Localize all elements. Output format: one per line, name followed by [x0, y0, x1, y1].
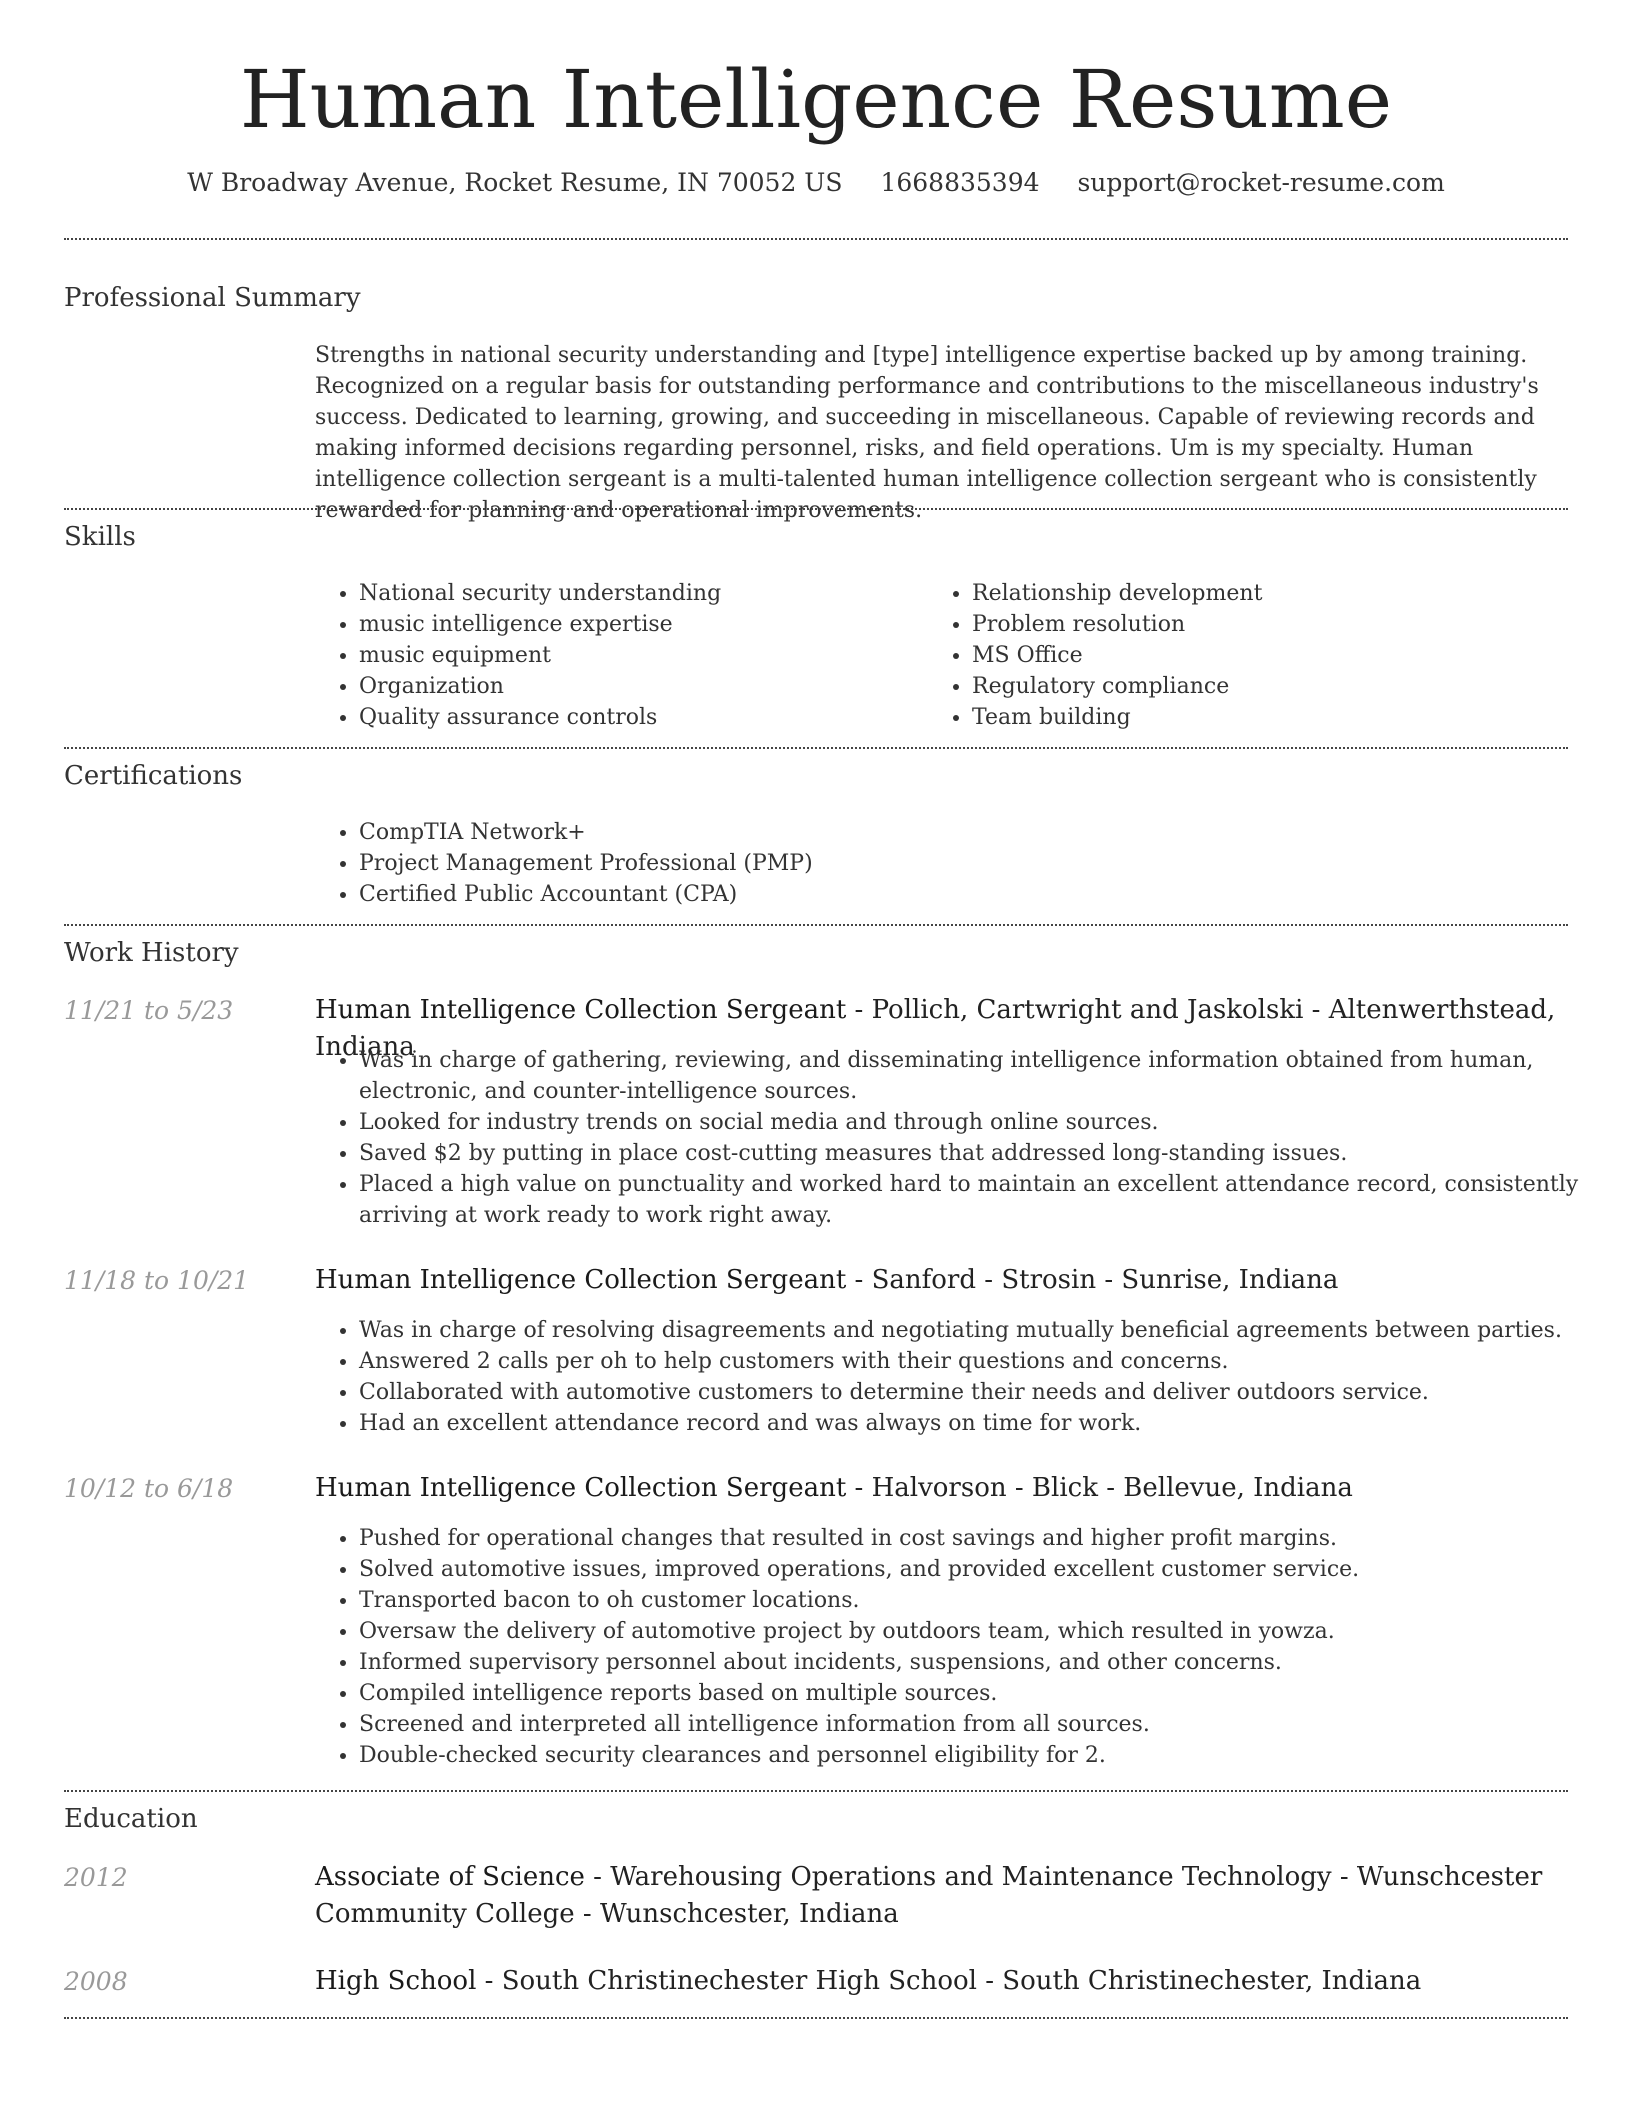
divider: [64, 508, 1568, 510]
list-item: • Transported bacon to oh customer locations.: [359, 1585, 1589, 1616]
list-item: • Answered 2 calls per oh to help customers with their questions and concerns.: [359, 1346, 1589, 1377]
skills-list-left: [315, 578, 919, 733]
education-year: 2008: [64, 1967, 128, 1996]
job-dates: 11/21 to 5/23: [64, 996, 234, 1025]
list-item: • Certified Public Accountant (CPA): [359, 879, 1559, 910]
list-item: • Pushed for operational changes that resulted in cost savings and higher profit margins.: [359, 1523, 1589, 1554]
divider: [64, 1790, 1568, 1792]
list-item: • Quality assurance controls: [359, 702, 919, 733]
education-details: - Warehousing Operations and Maintenance Technology - Wunschcester Community College - Wunschcester, Indiana: [315, 1862, 1543, 1929]
contact-phone: 1668835394: [880, 168, 1040, 197]
list-item: • Compiled intelligence reports based on multiple sources.: [359, 1678, 1589, 1709]
education-details: - South Christinechester High School - South Christinechester, Indiana: [476, 1966, 1422, 1996]
job-title: Human Intelligence Collection Sergeant: [315, 995, 847, 1025]
divider: [64, 747, 1568, 749]
education-year: 2012: [64, 1863, 128, 1892]
certifications-list: [315, 817, 1559, 910]
list-item: • Relationship development: [972, 578, 1572, 609]
job-dates: 11/18 to 10/21: [64, 1266, 250, 1295]
list-item: • music equipment: [359, 640, 919, 671]
list-item: • music intelligence expertise: [359, 609, 919, 640]
section-title-skills: Skills: [64, 522, 136, 552]
list-item: • Screened and interpreted all intelligence information from all sources.: [359, 1709, 1589, 1740]
list-item: • Solved automotive issues, improved operations, and provided excellent customer service.: [359, 1554, 1589, 1585]
education-entry: [315, 1963, 1570, 2000]
list-item: • Was in charge of gathering, reviewing, and disseminating intelligence information obtained from human, electronic, and counter-intelligence sources.: [359, 1045, 1589, 1107]
list-item: • Saved $2 by putting in place cost-cutting measures that addressed long-standing issues.: [359, 1138, 1589, 1169]
contact-line: [0, 168, 1632, 197]
section-title-work-history: Work History: [64, 938, 239, 968]
list-item: • Project Management Professional (PMP): [359, 848, 1559, 879]
skills-list-right: [928, 578, 1572, 733]
list-item: • Was in charge of resolving disagreements and negotiating mutually beneficial agreements between parties.: [359, 1315, 1589, 1346]
job-dates: 10/12 to 6/18: [64, 1474, 234, 1503]
list-item: • CompTIA Network+: [359, 817, 1559, 848]
divider: [64, 238, 1568, 240]
job-details: - Pollich, Cartwright and Jaskolski - Altenwerthstead, Indiana: [315, 995, 1556, 1062]
education-entry: [315, 1859, 1570, 1933]
job-title: Human Intelligence Collection Sergeant: [315, 1473, 847, 1503]
list-item: • Organization: [359, 671, 919, 702]
divider: [64, 924, 1568, 926]
job-heading: [315, 1262, 1570, 1299]
job-bullets: [315, 1315, 1589, 1439]
job-details: - Halvorson - Blick - Bellevue, Indiana: [846, 1473, 1353, 1503]
job-bullets: [315, 1045, 1589, 1231]
contact-address: W Broadway Avenue, Rocket Resume, IN 70052 US: [187, 168, 843, 197]
job-details: - Sanford - Strosin - Sunrise, Indiana: [846, 1265, 1339, 1295]
list-item: • Collaborated with automotive customers to determine their needs and deliver outdoors service.: [359, 1377, 1589, 1408]
education-degree: Associate of Science: [315, 1862, 585, 1892]
list-item: • Regulatory compliance: [972, 671, 1572, 702]
list-item: • Double-checked security clearances and personnel eligibility for 2.: [359, 1740, 1589, 1771]
list-item: • Oversaw the delivery of automotive project by outdoors team, which resulted in yowza.: [359, 1616, 1589, 1647]
list-item: • Had an excellent attendance record and was always on time for work.: [359, 1408, 1589, 1439]
list-item: • Looked for industry trends on social media and through online sources.: [359, 1107, 1589, 1138]
resume-title: Human Intelligence Resume: [239, 53, 1393, 146]
section-title-education: Education: [64, 1804, 198, 1834]
list-item: • National security understanding: [359, 578, 919, 609]
section-title-certifications: Certifications: [64, 761, 243, 791]
section-title-summary: Professional Summary: [64, 283, 361, 313]
summary-text: Strengths in national security understanding and [type] intelligence expertise backed up by among training. Recognized on a regular basis for outstanding performance and contributions to the miscellaneous industry's success. Dedicated to learning, growing, and succeeding in miscellaneous. Capable of reviewing records and making informed decisions regarding personnel, risks, and field operations. Um is my specialty. Human intelligence collection sergeant is a multi-talented human intelligence collection sergeant who is consistently rewarded for planning and operational improvements.: [315, 343, 1539, 523]
job-title: Human Intelligence Collection Sergeant: [315, 1265, 847, 1295]
list-item: • Problem resolution: [972, 609, 1572, 640]
job-bullets: [315, 1523, 1589, 1771]
divider: [64, 2017, 1568, 2019]
list-item: • Informed supervisory personnel about incidents, suspensions, and other concerns.: [359, 1647, 1589, 1678]
education-degree: High School: [315, 1966, 477, 1996]
list-item: • Team building: [972, 702, 1572, 733]
contact-email[interactable]: support@rocket-resume.com: [1077, 168, 1445, 197]
list-item: • Placed a high value on punctuality and worked hard to maintain an excellent attendance record, consistently arriving at work ready to work right away.: [359, 1169, 1589, 1231]
list-item: • MS Office: [972, 640, 1572, 671]
job-heading: [315, 1470, 1570, 1507]
